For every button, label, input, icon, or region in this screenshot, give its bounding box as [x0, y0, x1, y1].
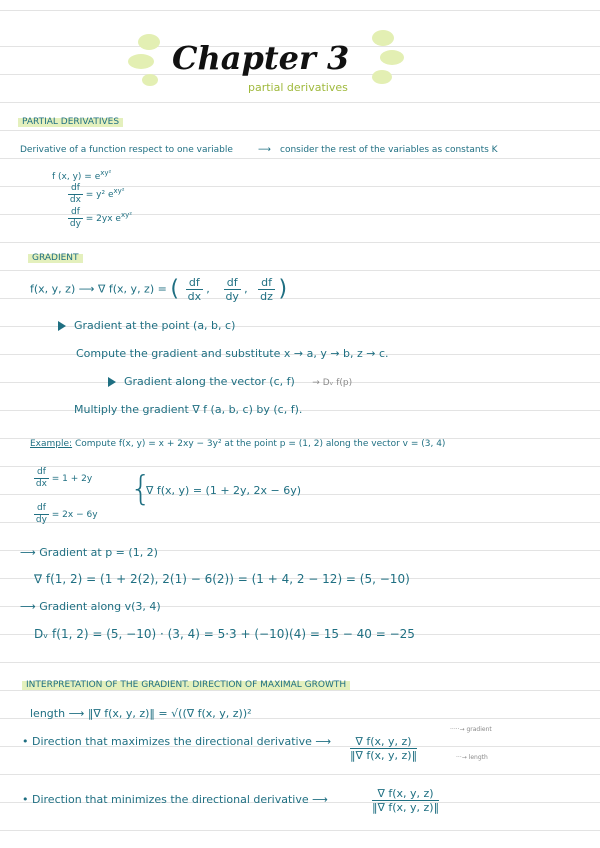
gradient-vector-text: Gradient along the vector (c, f)	[124, 375, 295, 388]
bullet: •	[22, 735, 32, 748]
example-text: Compute f(x, y) = x + 2xy − 3y² at the point p = (1, 2) along the vector v = (3, 4)	[74, 439, 446, 449]
function-f-exp: xy²	[100, 169, 112, 177]
fraction	[68, 184, 83, 205]
numerator: df	[224, 277, 241, 290]
example-at-point-label	[20, 547, 158, 558]
decor-blob	[372, 70, 392, 84]
example-gradient-result: ∇ f(x, y) = (1 + 2y, 2x − 6y)	[146, 484, 302, 497]
triangle-bullet-icon	[108, 377, 116, 387]
annotation-length	[456, 755, 488, 761]
section-heading-gradient: GRADIENT	[28, 254, 83, 263]
rhs: = 2yx e	[85, 214, 121, 224]
exponent: xy²	[113, 187, 125, 195]
fraction	[68, 208, 83, 229]
section-heading-interpretation: INTERPRETATION OF THE GRADIENT. DIRECTION OF MAXIMAL GROWTH	[22, 681, 350, 690]
triangle-bullet-icon	[58, 321, 66, 331]
denominator: dz	[260, 290, 273, 303]
maximize-line	[22, 736, 331, 747]
rhs: = 1 + 2y	[51, 474, 93, 484]
definition-result: consider the rest of the variables as constants K	[280, 145, 498, 155]
example-at-point-calc: ∇ f(1, 2) = (1 + 2(2), 2(1) − 6(2)) = (1 + 4, 2 − 12) = (5, −10)	[34, 572, 410, 586]
length-line	[30, 708, 252, 719]
brace: {	[130, 469, 152, 509]
arrow-icon: ⟶	[68, 707, 88, 720]
denominator: dx	[35, 479, 47, 489]
example-dfdx	[34, 468, 92, 489]
gradient-point-text: Gradient at the point (a, b, c)	[74, 319, 236, 332]
numerator: df	[68, 208, 83, 219]
gradient-vector-line	[108, 376, 352, 388]
annotation-arrow: ·····→	[450, 726, 467, 733]
decor-blob	[380, 50, 404, 65]
gradient-multiply-line: Multiply the gradient ∇ f (a, b, c) by (c, f).	[74, 403, 303, 416]
example-statement	[30, 440, 445, 449]
numerator: df	[34, 504, 49, 515]
gradient-mid: ∇ f(x, y, z) =	[98, 282, 167, 296]
paren: (	[170, 276, 186, 302]
example-label: Example:	[30, 439, 73, 449]
page-title: Chapter 3	[172, 39, 350, 77]
denominator: ‖∇ f(x, y, z)‖	[372, 801, 440, 814]
comma: ,	[244, 282, 259, 296]
maximize-label: Direction that maximizes the directional derivative	[32, 735, 312, 748]
definition-lead: Derivative of a function respect to one variable	[20, 145, 233, 155]
gradient-lhs: f(x, y, z)	[30, 282, 76, 296]
numerator: df	[34, 468, 49, 479]
denominator: dx	[69, 195, 81, 205]
function-f	[52, 170, 111, 182]
annotation-text: length	[468, 754, 488, 761]
along-text: Gradient along v(3, 4)	[39, 600, 161, 613]
fraction	[34, 504, 49, 525]
denominator: ‖∇ f(x, y, z)‖	[350, 749, 418, 762]
section-heading-partial: PARTIAL DERIVATIVES	[18, 118, 123, 127]
fraction	[372, 788, 439, 813]
example-along-label	[20, 601, 161, 612]
annotation-gradient	[450, 727, 492, 733]
gradient-point-line	[58, 320, 235, 331]
minimize-line	[22, 794, 328, 805]
function-f-base: f (x, y) = e	[52, 172, 101, 182]
directional-note: → Dᵥ f(p)	[312, 378, 353, 388]
fraction	[34, 468, 49, 489]
comma: ,	[206, 282, 224, 296]
arrow-icon: ⟶	[20, 600, 40, 613]
length-expr: ‖∇ f(x, y, z)‖ = √((∇ f(x, y, z))²	[87, 707, 252, 720]
denominator: dy	[35, 515, 47, 525]
decor-blob	[372, 30, 394, 46]
denominator: dx	[187, 290, 202, 303]
rhs: = 2x − 6y	[51, 510, 98, 520]
denominator: dy	[69, 219, 81, 229]
numerator: ∇ f(x, y, z)	[350, 736, 417, 749]
exponent: xy²	[120, 211, 133, 219]
page-subtitle: partial derivatives	[248, 81, 348, 94]
annotation-arrow: ···→	[456, 754, 469, 761]
fraction	[224, 277, 241, 302]
numerator: ∇ f(x, y, z)	[372, 788, 439, 801]
paren: )	[278, 276, 288, 302]
partial-dfdx	[68, 184, 125, 205]
minimize-label: Direction that minimizes the directional derivative	[32, 793, 309, 806]
maximize-fraction	[350, 736, 417, 761]
numerator: df	[186, 277, 203, 290]
example-dfdy	[34, 504, 98, 525]
fraction	[350, 736, 417, 761]
rhs: = y² e	[85, 190, 114, 200]
numerator: df	[258, 277, 275, 290]
example-along-calc: Dᵥ f(1, 2) = (5, −10) · (3, 4) = 5·3 + (−10)(4) = 15 − 40 = −25	[34, 627, 415, 641]
decor-blob	[138, 34, 160, 50]
partial-dfdy	[68, 208, 132, 229]
arrow-icon: ⟶	[312, 793, 328, 806]
minimize-fraction	[372, 788, 439, 813]
fraction	[258, 277, 275, 302]
arrow-icon: ⟶	[315, 735, 332, 748]
gradient-compute-line: Compute the gradient and substitute x → a, y → b, z → c.	[76, 347, 389, 360]
bullet: •	[22, 793, 32, 806]
decor-blob	[142, 74, 158, 86]
definition-arrow: ⟶	[258, 145, 271, 155]
numerator: df	[68, 184, 83, 195]
length-label: length	[30, 707, 66, 720]
arrow-icon: ⟶	[78, 282, 99, 296]
annotation-text: gradient	[466, 726, 492, 733]
gradient-definition	[30, 277, 287, 302]
decor-blob	[128, 54, 154, 69]
arrow-icon: ⟶	[20, 546, 40, 559]
at-point-text: Gradient at p = (1, 2)	[39, 546, 158, 559]
denominator: dy	[225, 290, 239, 303]
fraction	[186, 277, 203, 302]
